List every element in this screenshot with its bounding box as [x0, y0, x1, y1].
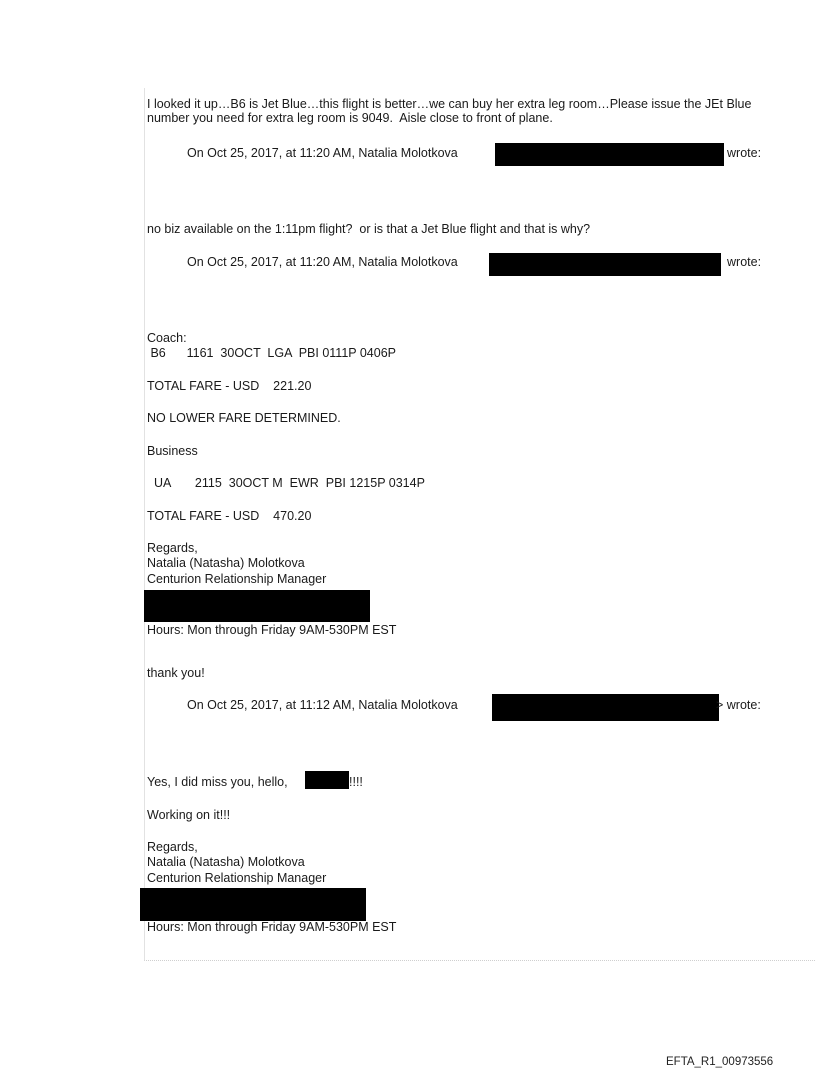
working-on-it: Working on it!!!	[147, 808, 231, 822]
message-1-line-1: I looked it up…B6 is Jet Blue…this flight is better…we can buy her extra leg room…Please issue the JEt Blue	[147, 98, 752, 111]
quote-header-1-prefix: On Oct 25, 2017, at 11:20 AM, Natalia Molotkova	[187, 146, 458, 160]
redacted-email-3	[492, 694, 719, 721]
message-4-line-1: thank you!	[147, 666, 205, 680]
quote-header-1-suffix: wrote:	[727, 146, 762, 160]
redacted-contact-2	[140, 888, 366, 921]
business-flight-line: UA 2115 30OCT M EWR PBI 1215P 0314P	[147, 476, 425, 490]
quote-header-2-suffix: wrote:	[727, 255, 762, 269]
signature-1-name: Natalia (Natasha) Molotkova	[147, 556, 305, 570]
signature-1-regards: Regards,	[147, 541, 198, 555]
signature-2-regards: Regards,	[147, 840, 198, 854]
signature-2-name: Natalia (Natasha) Molotkova	[147, 855, 305, 869]
coach-total-fare: TOTAL FARE - USD 221.20	[147, 379, 312, 393]
no-lower-fare: NO LOWER FARE DETERMINED.	[147, 411, 341, 425]
signature-2-hours: Hours: Mon through Friday 9AM-530PM EST	[147, 920, 397, 934]
signature-2-title: Centurion Relationship Manager	[147, 871, 327, 885]
hello-line-suffix: !!!!	[349, 775, 363, 789]
business-total-fare: TOTAL FARE - USD 470.20	[147, 509, 312, 523]
redacted-email-2	[489, 253, 721, 276]
coach-flight-line: B6 1161 30OCT LGA PBI 0111P 0406P	[147, 346, 397, 360]
business-label: Business	[147, 444, 198, 458]
message-1-line-2: number you need for extra leg room is 9049. Aisle close to front of plane.	[147, 111, 553, 125]
email-thread	[144, 88, 816, 961]
coach-label: Coach:	[147, 331, 187, 345]
message-2-line-1: no biz available on the 1:11pm flight? or is that a Jet Blue flight and that is why?	[147, 222, 591, 236]
message-1-body	[147, 98, 816, 126]
redacted-name	[305, 771, 349, 789]
redacted-contact-1	[144, 590, 370, 622]
signature-1-hours: Hours: Mon through Friday 9AM-530PM EST	[147, 623, 397, 637]
bates-number: EFTA_R1_00973556	[666, 1056, 774, 1068]
hello-line-prefix: Yes, I did miss you, hello,	[147, 775, 288, 789]
quote-header-3-prefix: On Oct 25, 2017, at 11:12 AM, Natalia Molotkova	[187, 698, 458, 712]
quote-header-3-suffix: > wrote:	[716, 698, 761, 712]
signature-1-title: Centurion Relationship Manager	[147, 572, 327, 586]
quote-header-2-prefix: On Oct 25, 2017, at 11:20 AM, Natalia Molotkova	[187, 255, 458, 269]
redacted-email-1	[495, 143, 724, 166]
